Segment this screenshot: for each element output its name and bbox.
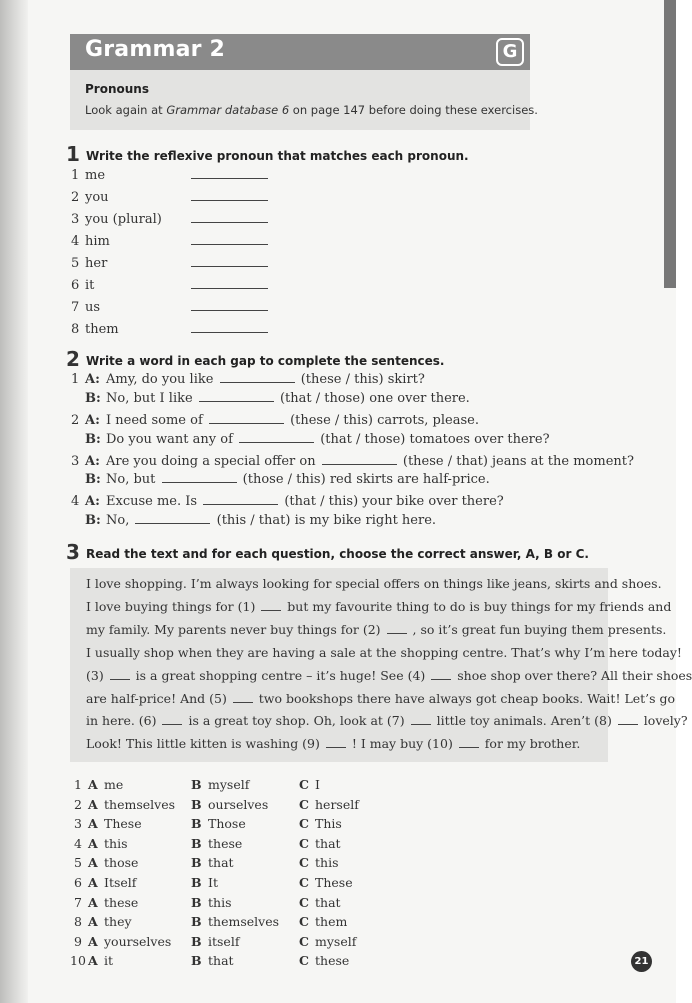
text-segment: I love shopping. I’m always looking for special offers on things like jeans, skirts and shoes. bbox=[86, 576, 662, 591]
item-number: 6 bbox=[71, 278, 80, 293]
page-edge-tab bbox=[664, 0, 676, 288]
text-segment: are half-price! And (5) bbox=[86, 690, 231, 706]
item-pronoun: her bbox=[85, 256, 108, 271]
text-segment: ! I may buy (10) bbox=[347, 736, 457, 752]
sentence-end: your bike over there? bbox=[362, 494, 504, 509]
item-pronoun: you bbox=[85, 190, 109, 205]
exercise-1-item bbox=[71, 168, 105, 183]
item-pronoun: me bbox=[85, 168, 106, 183]
item-pronoun: you (plural) bbox=[85, 212, 162, 227]
text-segment: for my brother. bbox=[480, 736, 581, 752]
text-gap bbox=[411, 723, 431, 725]
dialogue-line bbox=[71, 494, 504, 509]
item-number: 3 bbox=[71, 454, 80, 469]
page-number: 21 bbox=[631, 951, 652, 972]
question-number: 6 bbox=[74, 875, 82, 890]
dialogue-line bbox=[71, 432, 550, 447]
text-segment: my family. My parents never buy things for (2) bbox=[86, 621, 385, 637]
text-gap bbox=[326, 746, 346, 748]
item-number: 4 bbox=[71, 234, 80, 249]
question-number: 9 bbox=[74, 933, 82, 949]
sentence-start: Amy, do you like bbox=[106, 372, 214, 387]
item-number: 1 bbox=[71, 168, 80, 183]
sentence-start: No, but bbox=[106, 472, 156, 487]
sentence-end: carrots, please. bbox=[377, 413, 479, 428]
speaker-label: A: bbox=[85, 454, 100, 469]
option-b[interactable]: these bbox=[208, 835, 243, 851]
item-number: 3 bbox=[71, 212, 80, 227]
exercise-1-item bbox=[71, 322, 119, 337]
option-c[interactable]: herself bbox=[315, 796, 359, 812]
option-b-letter: B bbox=[191, 816, 202, 832]
speaker-label: B: bbox=[85, 513, 101, 528]
exercise-2-instruction: Write a word in each gap to complete the sentences. bbox=[86, 354, 445, 368]
intro-heading: Pronouns bbox=[85, 82, 149, 96]
sentence-start: No, bbox=[106, 513, 130, 528]
speaker-label: A: bbox=[85, 494, 100, 509]
text-gap bbox=[233, 701, 253, 703]
word-options: (that / this) bbox=[284, 494, 359, 509]
sentence-start: Do you want any of bbox=[106, 432, 233, 447]
item-number: 7 bbox=[71, 300, 80, 315]
item-pronoun: us bbox=[85, 300, 101, 315]
option-b[interactable]: this bbox=[208, 894, 232, 910]
option-c[interactable]: These bbox=[315, 875, 353, 890]
book-spine-shadow bbox=[0, 0, 28, 1003]
dialogue-line bbox=[71, 472, 490, 487]
option-a-letter: A bbox=[88, 894, 98, 910]
option-c-letter: C bbox=[299, 816, 309, 832]
option-a[interactable]: these bbox=[104, 894, 139, 910]
answer-blank[interactable] bbox=[191, 310, 268, 311]
intro-text: Look again at Grammar database 6 on page 147 before doing these exercises. bbox=[85, 103, 538, 117]
answer-gap[interactable] bbox=[135, 522, 210, 524]
item-pronoun: them bbox=[85, 322, 119, 337]
reading-line bbox=[86, 736, 580, 751]
speaker-label: B: bbox=[85, 391, 101, 406]
reading-line bbox=[86, 576, 662, 591]
exercise-3-instruction: Read the text and for each question, choose the correct answer, A, B or C. bbox=[86, 547, 589, 561]
answer-blank[interactable] bbox=[191, 222, 268, 223]
text-segment: little toy animals. Aren’t (8) bbox=[432, 713, 616, 729]
speaker-label: A: bbox=[85, 372, 100, 387]
answer-gap[interactable] bbox=[322, 463, 397, 465]
item-number: 5 bbox=[71, 256, 80, 271]
sentence-start: Are you doing a special offer on bbox=[106, 454, 316, 469]
option-b-letter: B bbox=[191, 875, 202, 890]
sentence-end: one over there. bbox=[369, 391, 470, 406]
word-options: (that / those) bbox=[320, 432, 406, 447]
option-b[interactable]: It bbox=[208, 875, 218, 890]
option-b[interactable]: themselves bbox=[208, 914, 280, 930]
reading-line bbox=[86, 622, 666, 637]
option-c-letter: C bbox=[299, 796, 309, 812]
option-c[interactable]: I bbox=[315, 777, 320, 792]
option-a-letter: A bbox=[88, 777, 98, 792]
item-number: 2 bbox=[71, 413, 80, 428]
option-a-letter: A bbox=[88, 855, 98, 871]
sentence-end: is my bike right here. bbox=[294, 513, 437, 528]
exercise-2-number: 2 bbox=[66, 347, 80, 371]
answer-gap[interactable] bbox=[239, 441, 314, 443]
text-gap bbox=[162, 723, 182, 725]
word-options: (these / this) bbox=[300, 372, 384, 387]
option-c-letter: C bbox=[299, 777, 309, 792]
text-segment: is a great toy shop. Oh, look at (7) bbox=[184, 713, 409, 729]
option-b[interactable]: that bbox=[208, 855, 234, 871]
reading-line bbox=[86, 691, 675, 706]
intro-box bbox=[70, 70, 538, 130]
item-pronoun: it bbox=[85, 278, 95, 293]
option-a[interactable]: me bbox=[104, 777, 124, 792]
text-segment: is a great shopping centre – it’s huge! See (4) bbox=[131, 667, 430, 683]
answer-gap[interactable] bbox=[209, 422, 284, 424]
text-segment: in here. (6) bbox=[86, 713, 161, 729]
exercise-1-item bbox=[71, 278, 94, 293]
answer-gap[interactable] bbox=[162, 481, 237, 483]
word-options: (that / those) bbox=[279, 391, 366, 406]
text-gap bbox=[431, 678, 451, 680]
answer-gap[interactable] bbox=[203, 503, 278, 505]
option-a-letter: A bbox=[88, 816, 98, 832]
text-gap bbox=[387, 632, 407, 634]
word-options: (those / this) bbox=[242, 472, 326, 487]
text-segment: lovely? bbox=[639, 713, 688, 729]
option-b[interactable]: Those bbox=[208, 816, 246, 832]
exercise-1-item bbox=[71, 256, 107, 271]
option-a[interactable]: it bbox=[104, 953, 114, 969]
option-c-letter: C bbox=[299, 933, 309, 949]
sentence-start: No, but I like bbox=[106, 391, 193, 406]
option-c[interactable]: these bbox=[315, 953, 350, 969]
item-pronoun: him bbox=[85, 234, 110, 249]
sentence-start: Excuse me. Is bbox=[106, 494, 198, 509]
option-c-letter: C bbox=[299, 875, 309, 890]
option-a[interactable]: These bbox=[104, 816, 142, 832]
option-c-letter: C bbox=[299, 855, 309, 871]
dialogue-line bbox=[71, 454, 634, 469]
option-a-letter: A bbox=[88, 953, 98, 969]
text-segment: shoe shop over there? All their shoes bbox=[453, 667, 692, 683]
option-b[interactable]: ourselves bbox=[208, 796, 269, 812]
option-a[interactable]: yourselves bbox=[104, 933, 172, 949]
text-segment: I usually shop when they are having a sale at the shopping centre. That’s why I’m here today! bbox=[86, 644, 682, 660]
text-gap bbox=[110, 678, 130, 680]
option-c[interactable]: that bbox=[315, 894, 341, 910]
exercise-1-instruction: Write the reflexive pronoun that matches each pronoun. bbox=[86, 149, 469, 163]
option-b-letter: B bbox=[191, 796, 202, 812]
sentence-end: red skirts are half-price. bbox=[329, 472, 490, 487]
option-a[interactable]: themselves bbox=[104, 796, 176, 812]
option-a-letter: A bbox=[88, 796, 98, 812]
option-c[interactable]: them bbox=[315, 914, 348, 930]
exercise-1-item bbox=[71, 190, 109, 205]
option-a[interactable]: this bbox=[104, 835, 128, 851]
item-number: 2 bbox=[71, 190, 80, 205]
sentence-end: tomatoes over there? bbox=[409, 432, 550, 447]
text-segment: I love buying things for (1) bbox=[86, 598, 260, 614]
text-segment: Look! This little kitten is washing (9) bbox=[86, 736, 324, 752]
answer-gap[interactable] bbox=[220, 381, 295, 383]
option-c[interactable]: that bbox=[315, 835, 341, 851]
answer-blank[interactable] bbox=[191, 178, 268, 179]
dialogue-line bbox=[71, 391, 470, 406]
reading-line bbox=[86, 645, 682, 660]
text-gap bbox=[459, 746, 479, 748]
question-number: 4 bbox=[74, 835, 82, 851]
exercise-1-number: 1 bbox=[66, 142, 80, 166]
sentence-start: I need some of bbox=[106, 413, 203, 428]
speaker-label: A: bbox=[85, 413, 100, 428]
option-a-letter: A bbox=[88, 914, 98, 930]
item-number: 8 bbox=[71, 322, 80, 337]
section-title: Grammar 2 bbox=[85, 37, 226, 62]
word-options: (these / this) bbox=[290, 413, 373, 428]
answer-blank[interactable] bbox=[191, 266, 268, 267]
option-c-letter: C bbox=[299, 953, 309, 969]
answer-blank[interactable] bbox=[191, 332, 268, 333]
answer-blank[interactable] bbox=[191, 200, 268, 201]
option-b-letter: B bbox=[191, 933, 202, 949]
text-gap bbox=[261, 609, 281, 611]
reading-line bbox=[86, 599, 671, 614]
option-b-letter: B bbox=[191, 953, 202, 969]
option-b-letter: B bbox=[191, 855, 202, 871]
word-options: (these / that) bbox=[402, 454, 488, 469]
answer-blank[interactable] bbox=[191, 288, 268, 289]
reading-line bbox=[86, 713, 688, 728]
sentence-end: jeans at the moment? bbox=[492, 454, 634, 469]
exercise-1-item bbox=[71, 300, 100, 315]
option-b[interactable]: myself bbox=[208, 777, 250, 792]
option-a[interactable]: they bbox=[104, 914, 132, 930]
sentence-end: skirt? bbox=[387, 372, 425, 387]
grammar-database-ref: Grammar database 6 bbox=[166, 103, 290, 117]
question-number: 1 bbox=[74, 777, 82, 792]
text-gap bbox=[618, 723, 638, 725]
exercise-3-number: 3 bbox=[66, 540, 80, 564]
option-a-letter: A bbox=[88, 875, 98, 890]
reading-text-box bbox=[70, 568, 692, 762]
question-number: 8 bbox=[74, 914, 82, 930]
text-segment: but my favourite thing to do is buy things for my friends and bbox=[283, 598, 672, 614]
dialogue-line bbox=[71, 513, 436, 528]
item-number: 1 bbox=[71, 372, 80, 387]
word-options: (this / that) bbox=[216, 513, 291, 528]
question-number: 10 bbox=[70, 953, 86, 969]
option-c[interactable]: this bbox=[315, 855, 339, 871]
exercise-1-item bbox=[71, 212, 162, 227]
speaker-label: B: bbox=[85, 472, 101, 487]
option-b[interactable]: itself bbox=[208, 933, 240, 949]
speaker-label: B: bbox=[85, 432, 101, 447]
section-header bbox=[70, 34, 530, 70]
option-c-letter: C bbox=[299, 894, 309, 910]
option-c-letter: C bbox=[299, 914, 309, 930]
option-b-letter: B bbox=[191, 835, 202, 851]
reading-line bbox=[86, 668, 692, 683]
dialogue-line bbox=[71, 372, 425, 387]
text-segment: two bookshops there have always got cheap books. Wait! Let’s go bbox=[254, 690, 676, 706]
option-a-letter: A bbox=[88, 933, 98, 949]
answer-gap[interactable] bbox=[199, 400, 274, 402]
question-number: 5 bbox=[74, 855, 82, 871]
item-number: 4 bbox=[71, 494, 80, 509]
option-c-letter: C bbox=[299, 835, 309, 851]
question-number: 7 bbox=[74, 894, 82, 910]
question-number: 2 bbox=[74, 796, 82, 812]
answer-blank[interactable] bbox=[191, 244, 268, 245]
dialogue-line bbox=[71, 413, 479, 428]
option-c[interactable]: This bbox=[315, 816, 342, 832]
text-segment: , so it’s great fun buying them presents. bbox=[408, 621, 667, 637]
option-b-letter: B bbox=[191, 894, 202, 910]
option-a-letter: A bbox=[88, 835, 98, 851]
grammar-badge-icon: G bbox=[496, 38, 524, 66]
question-number: 3 bbox=[74, 816, 82, 832]
option-b-letter: B bbox=[191, 914, 202, 930]
option-c[interactable]: myself bbox=[315, 933, 357, 949]
option-b-letter: B bbox=[191, 777, 202, 792]
text-segment: (3) bbox=[86, 667, 108, 683]
exercise-1-item bbox=[71, 234, 110, 249]
option-b[interactable]: that bbox=[208, 953, 234, 969]
option-a[interactable]: those bbox=[104, 855, 139, 871]
option-a[interactable]: Itself bbox=[104, 875, 137, 890]
